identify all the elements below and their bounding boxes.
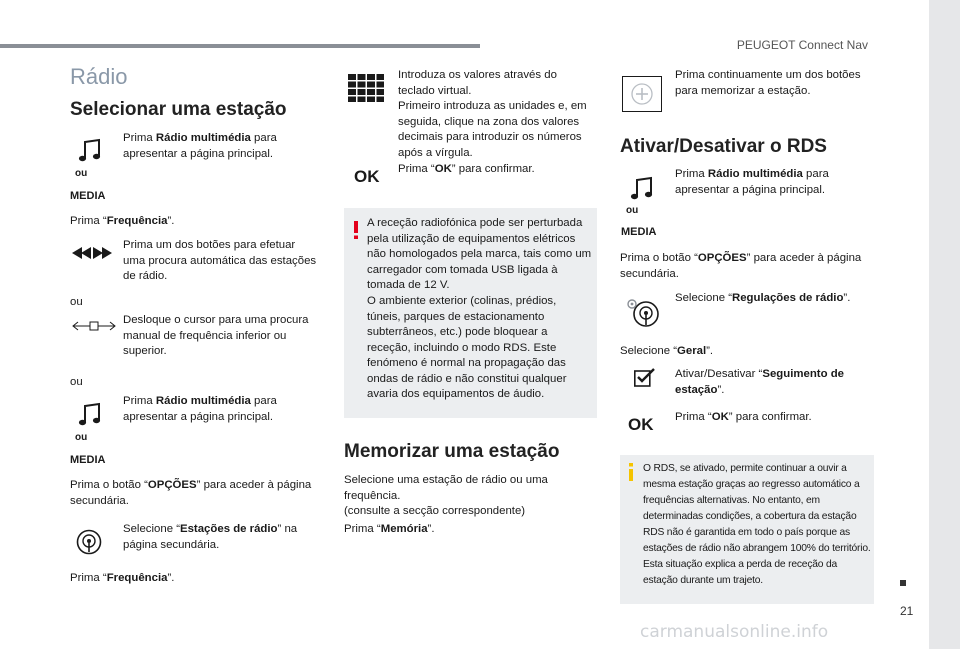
section-heading-rds: Ativar/Desativar o RDS (620, 136, 827, 157)
memorize-text: Selecione uma estação de rádio ou uma frequência. (344, 474, 548, 502)
ok-icon-2: OK (628, 415, 654, 434)
station-follow-text: Ativar/Desativar “Seguimento de estação”. (675, 368, 845, 396)
options-text-2: Prima o botão “OPÇÕES” para aceder à página secundária. (620, 252, 862, 280)
info-text: O RDS, se ativado, permite continuar a ouvir a mesma estação graças ao regresso automático a frequências alternativas. No entanto, em determinadas condições, a cobertura da estação RDS não é garantida em todo o país porque as estações de rádio não abrangem 100% do território. Esta situação explica a perda de receção da estação durante um trajeto. (643, 463, 871, 586)
warning-icon (353, 221, 359, 239)
brand-header: PEUGEOT Connect Nav (736, 38, 868, 52)
units-text: Primeiro introduza as unidades e, em seguida, clique na zona dos valores decimais para introduzir os números após a vírgula. (398, 100, 587, 159)
or-text-2: ou (70, 376, 83, 388)
seek-text: Prima um dos botões para efetuar uma procura automática das estações de rádio. (123, 239, 317, 282)
radio-antenna-icon (76, 529, 102, 555)
music-note-icon (78, 402, 102, 428)
or-text: ou (70, 296, 83, 308)
confirm-text-2: Prima “OK” para confirmar. (675, 411, 812, 423)
warning-text: A receção radiofónica pode ser perturbada pela utilização de equipamentos elétricos não homologados pela marca, tais como um carregador com tomada USB ligada à tomada de 12 V. (367, 217, 592, 291)
options-text: Prima o botão “OPÇÕES” para aceder à página secundária. (70, 479, 312, 507)
confirm-text: Prima “OK” para confirmar. (398, 163, 535, 175)
keyboard-text: Introduza os valores através do teclado virtual. (398, 69, 557, 97)
section-heading-memorize: Memorizar uma estação (344, 441, 560, 462)
general-text: Selecione “Geral”. (620, 345, 714, 357)
radio-settings-text: Selecione “Regulações de rádio”. (675, 292, 851, 304)
seek-buttons-icon (72, 247, 112, 259)
or-label-2: ou (75, 432, 88, 443)
section-heading-select-station: Selecionar uma estação (70, 99, 287, 120)
top-rule (0, 44, 480, 48)
media-label: MEDIA (70, 190, 106, 202)
page-title: Rádio (70, 64, 128, 89)
press-frequency-text: Prima “Frequência”. (70, 215, 175, 227)
radio-settings-icon (626, 298, 660, 328)
memory-text: Prima “Memória”. (344, 523, 435, 535)
media-label-3: MEDIA (621, 226, 657, 238)
add-preset-icon (622, 76, 662, 112)
radio-stations-text: Selecione “Estações de rádio” na página secundária. (123, 523, 298, 551)
or-label-3: ou (626, 205, 639, 216)
info-icon (628, 463, 634, 481)
hold-text: Prima continuamente um dos botões para memorizar a estação. (675, 69, 861, 97)
press-media-text-2: Prima Rádio multimédia para apresentar a página principal. (123, 395, 277, 423)
warning-text-2: O ambiente exterior (colinas, prédios, túneis, parques de estacionamento subterrâneos, etc.) pode bloquear a receção, incluindo o modo RDS. Este fenómeno é normal na propagação das ondas de rádio e não constitui qualquer avaria dos equipamentos de áudio. (367, 295, 567, 400)
frequency-slider-icon (72, 321, 116, 331)
press-media-text: Prima Rádio multimédia para apresentar a página principal. (123, 132, 277, 160)
side-strip (929, 0, 960, 649)
media-label-2: MEDIA (70, 454, 106, 466)
keypad-icon (348, 74, 384, 102)
slider-text: Desloque o cursor para uma procura manual de frequência inferior ou superior. (123, 314, 309, 357)
music-note-icon (630, 176, 654, 202)
memorize-ref: (consulte a secção correspondente) (344, 505, 526, 517)
music-note-icon (78, 138, 102, 164)
page-number: 21 (900, 604, 914, 618)
ok-icon: OK (354, 167, 380, 186)
press-frequency-text-2: Prima “Frequência”. (70, 572, 175, 584)
press-media-text-3: Prima Rádio multimédia para apresentar a página principal. (675, 168, 829, 196)
or-label: ou (75, 168, 88, 179)
watermark: carmanualsonline.info (640, 622, 829, 642)
end-marker (900, 580, 906, 586)
checkbox-icon (634, 367, 656, 387)
